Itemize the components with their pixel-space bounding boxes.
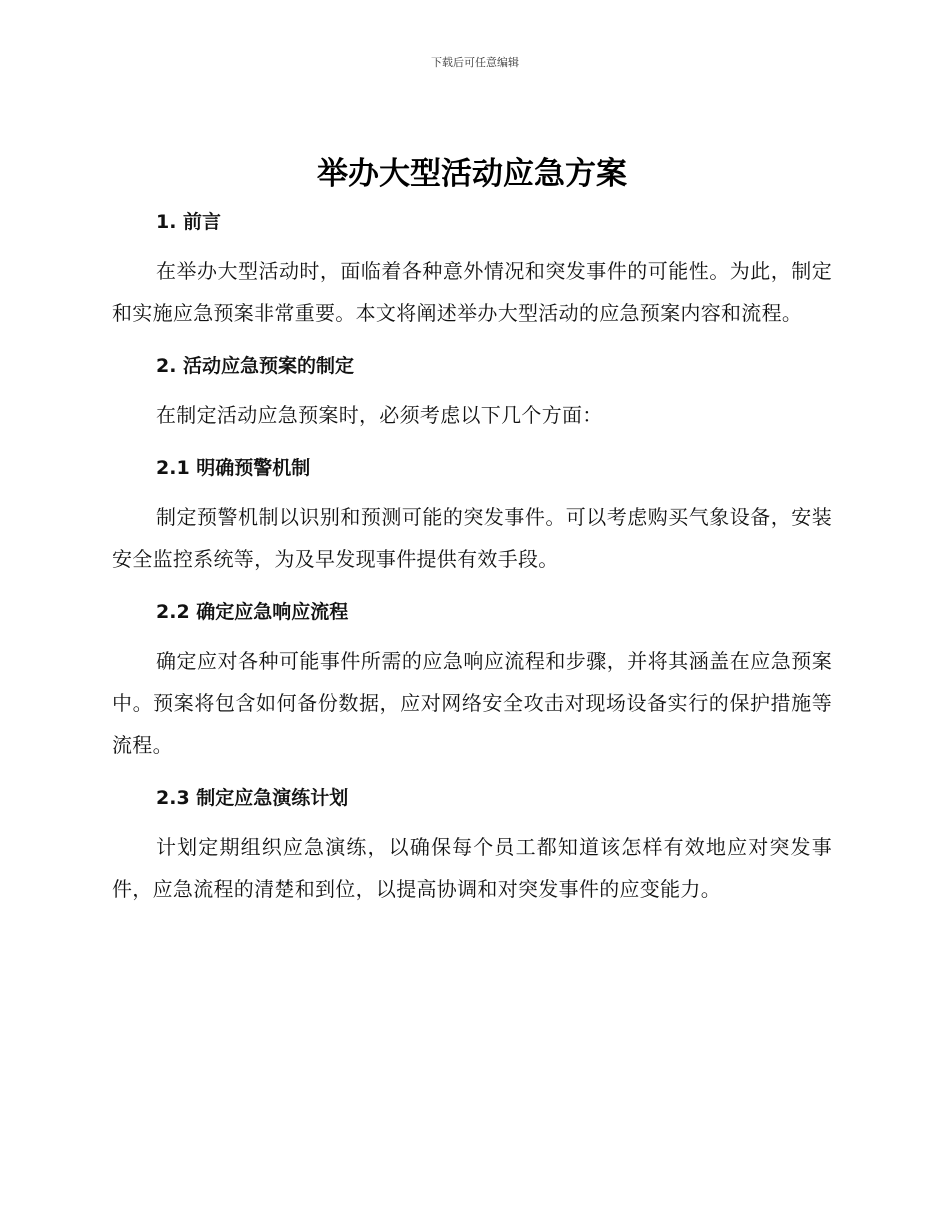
section-paragraph-warning: 制定预警机制以识别和预测可能的突发事件。可以考虑购买气象设备，安装安全监控系统等，为及早发现事件提供有效手段。 <box>112 505 832 571</box>
section-paragraph-preface: 在举办大型活动时，面临着各种意外情况和突发事件的可能性。为此，制定和实施应急预案非常重要。本文将阐述举办大型活动的应急预案内容和流程。 <box>112 259 832 325</box>
section-heading-preface: 1. 前言 <box>156 211 222 233</box>
section-heading-plan: 2. 活动应急预案的制定 <box>156 355 355 377</box>
section-paragraph-plan: 在制定活动应急预案时，必须考虑以下几个方面： <box>156 403 603 427</box>
section-heading-response: 2.2 确定应急响应流程 <box>156 601 349 623</box>
document-title: 举办大型活动应急方案 <box>317 156 627 192</box>
document-body <box>112 152 832 910</box>
section-heading-drill: 2.3 制定应急演练计划 <box>156 787 349 809</box>
section-paragraph-drill: 计划定期组织应急演练，以确保每个员工都知道该怎样有效地应对突发事件，应急流程的清楚和到位，以提高协调和对突发事件的应变能力。 <box>112 835 832 901</box>
section-heading-warning: 2.1 明确预警机制 <box>156 457 311 479</box>
section-paragraph-response: 确定应对各种可能事件所需的应急响应流程和步骤，并将其涵盖在应急预案中。预案将包含如何备份数据，应对网络安全攻击对现场设备实行的保护措施等流程。 <box>112 649 832 757</box>
page-header-note: 下载后可任意编辑 <box>431 56 519 69</box>
